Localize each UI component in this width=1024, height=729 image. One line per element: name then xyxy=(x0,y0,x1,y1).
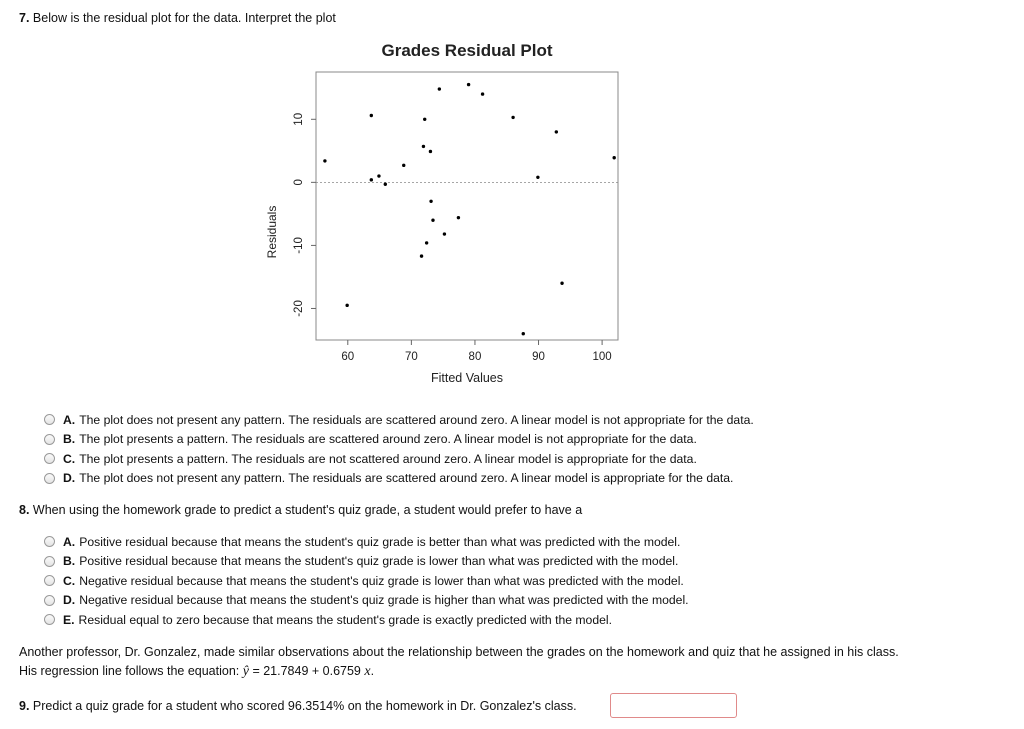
data-point xyxy=(612,156,615,159)
question-9-text: Predict a quiz grade for a student who scored 96.3514% on the homework in Dr. Gonzalez's class. xyxy=(32,699,577,713)
data-point xyxy=(323,159,326,162)
data-point xyxy=(467,83,470,86)
equation-rhs: = 21.7849 + 0.6759 xyxy=(248,664,365,678)
data-point xyxy=(555,130,558,133)
question-8-text: When using the homework grade to predict a student's quiz grade, a student would prefer to have a xyxy=(32,503,583,517)
q7-option-b[interactable]: B. The plot presents a pattern. The residuals are scattered around zero. A linear model is not appropriate for the data. xyxy=(44,430,754,450)
radio-icon[interactable] xyxy=(44,453,55,464)
data-point xyxy=(511,116,514,119)
question-7 xyxy=(19,11,336,25)
data-point xyxy=(457,216,460,219)
q7-option-c[interactable]: C. The plot presents a pattern. The residuals are not scattered around zero. A linear model is appropriate for the data. xyxy=(44,449,754,469)
radio-icon[interactable] xyxy=(44,556,55,567)
radio-icon[interactable] xyxy=(44,434,55,445)
question-7-text: Below is the residual plot for the data. Interpret the plot xyxy=(32,11,336,25)
data-point xyxy=(438,87,441,90)
data-point xyxy=(429,150,432,153)
data-point xyxy=(522,332,525,335)
data-point xyxy=(370,178,373,181)
data-point xyxy=(425,241,428,244)
data-point xyxy=(422,145,425,148)
equation-x: x xyxy=(364,664,371,679)
y-tick-label: 10 xyxy=(293,112,305,126)
y-tick-label: 0 xyxy=(293,179,305,186)
radio-icon[interactable] xyxy=(44,536,55,547)
question-9-number: 9. xyxy=(19,699,30,713)
question-7-number: 7. xyxy=(19,11,30,25)
question-9 xyxy=(19,699,577,713)
data-point xyxy=(420,254,423,257)
q8-option-c[interactable]: C. Negative residual because that means the student's quiz grade is lower than what was predicted with the model. xyxy=(44,571,689,591)
data-point xyxy=(429,200,432,203)
radio-icon[interactable] xyxy=(44,614,55,625)
data-point xyxy=(443,232,446,235)
x-axis-label: Fitted Values xyxy=(430,371,504,385)
data-point xyxy=(560,282,563,285)
data-point xyxy=(377,174,380,177)
y-tick-label: -10 xyxy=(293,237,305,254)
y-tick-label: -20 xyxy=(293,300,305,317)
radio-icon[interactable] xyxy=(44,595,55,606)
q8-option-b[interactable]: B. Positive residual because that means the student's quiz grade is lower than what was predicted with the model. xyxy=(44,552,689,572)
question-8-options xyxy=(44,532,689,630)
answer-input[interactable] xyxy=(610,693,737,718)
data-point xyxy=(536,176,539,179)
x-tick-label: 70 xyxy=(404,351,418,363)
data-point xyxy=(481,92,484,95)
q7-option-d[interactable]: D. The plot does not present any pattern. The residuals are scattered around zero. A linear model is appropriate for the data. xyxy=(44,469,754,489)
q8-option-e[interactable]: E. Residual equal to zero because that means the student's grade is exactly predicted with the model. xyxy=(44,610,689,630)
data-point xyxy=(431,218,434,221)
question-8 xyxy=(19,503,582,517)
question-7-options xyxy=(44,410,754,488)
radio-icon[interactable] xyxy=(44,414,55,425)
radio-icon[interactable] xyxy=(44,473,55,484)
residual-points xyxy=(323,83,616,335)
question-8-number: 8. xyxy=(19,503,30,517)
q7-option-a[interactable]: A. The plot does not present any pattern. The residuals are scattered around zero. A linear model is not appropriate for the data. xyxy=(44,410,754,430)
y-axis xyxy=(293,113,316,317)
q8-option-d[interactable]: D. Negative residual because that means the student's quiz grade is higher than what was predicted with the model. xyxy=(44,591,689,611)
radio-icon[interactable] xyxy=(44,575,55,586)
x-tick-label: 60 xyxy=(341,351,355,363)
q8-option-a[interactable]: A. Positive residual because that means the student's quiz grade is better than what was predicted with the model. xyxy=(44,532,689,552)
data-point xyxy=(345,304,348,307)
data-point xyxy=(384,183,387,186)
context-text: Another professor, Dr. Gonzalez, made similar observations about the relationship between the grades on the homework and quiz that he assigned in his class. His regression line follows the equation: xyxy=(19,645,899,678)
data-point xyxy=(423,118,426,121)
x-tick-label: 80 xyxy=(468,351,482,363)
x-tick-label: 90 xyxy=(532,351,545,363)
x-tick-label: 100 xyxy=(592,351,612,363)
data-point xyxy=(402,164,405,167)
y-axis-label: Residuals xyxy=(265,205,279,259)
plot-frame xyxy=(316,72,618,340)
x-axis xyxy=(341,340,611,363)
data-point xyxy=(370,114,373,117)
chart-title: Grades Residual Plot xyxy=(381,41,553,60)
equation-yhat: ŷ xyxy=(242,664,249,679)
residual-plot xyxy=(260,34,640,394)
context-paragraph: Another professor, Dr. Gonzalez, made similar observations about the relationship between the grades on the homework and quiz that he assigned in his class. His regression line follows the equation: ŷ = 21.7849 + 0.6759 x. xyxy=(19,645,899,679)
